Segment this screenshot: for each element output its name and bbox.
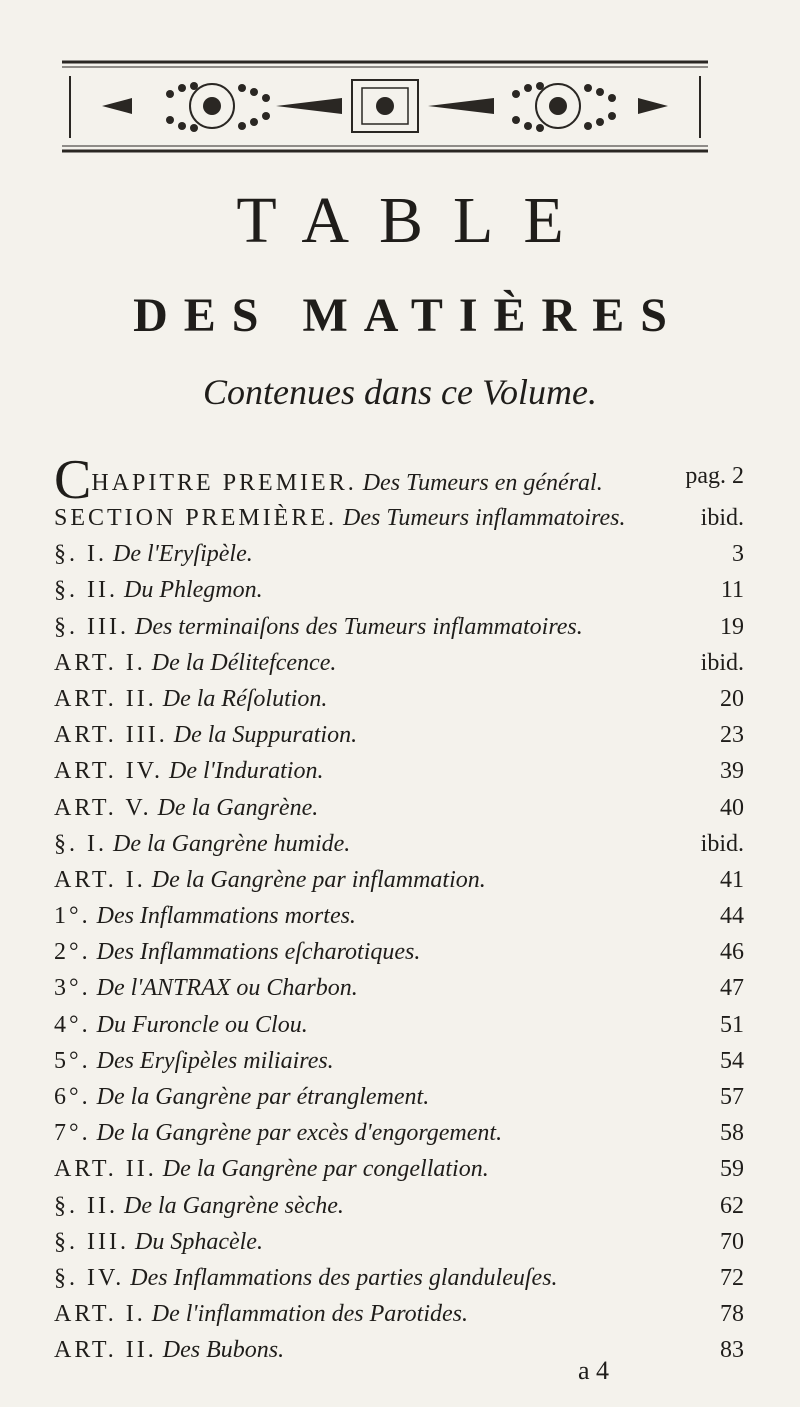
toc-entry — [54, 717, 744, 753]
toc-entry-label: ART. V. — [54, 794, 152, 821]
toc-entry-page: ibid. — [700, 649, 744, 676]
toc-entry-text: De la Réſolution. — [162, 685, 328, 712]
toc-entry-page: 78 — [720, 1301, 744, 1328]
toc-entry-label: 5°. — [54, 1047, 91, 1074]
toc-entry-label: ART. I. — [54, 866, 146, 893]
toc-entry — [54, 449, 744, 511]
toc-entry-text: De la Gangrène sèche. — [123, 1192, 344, 1219]
toc-entry-label: 2°. — [54, 939, 91, 966]
toc-entry-page: 11 — [720, 577, 744, 604]
toc-entry-label: §. II. — [54, 577, 118, 604]
toc-entry-page: 70 — [720, 1228, 744, 1255]
toc-entry-page: 57 — [720, 1084, 744, 1110]
toc-entry-text: De l'Eryſipèle. — [113, 541, 253, 568]
toc-entry-text: De la Suppuration. — [173, 722, 358, 749]
toc-entry — [54, 1151, 744, 1187]
toc-entry-label: 3°. — [54, 975, 91, 1002]
toc-entry-text: De l'inflammation des Parotides. — [151, 1301, 468, 1328]
toc-entry-text: Des Inflammations eſcharotiques. — [96, 939, 421, 966]
decorative-fleuron-band-icon — [62, 58, 708, 154]
toc-entry — [54, 898, 744, 934]
toc-entry-text: De l'Induration. — [169, 758, 324, 785]
page-subtitle: DES MATIÈRES — [133, 289, 683, 342]
toc-entry-page: 59 — [720, 1156, 744, 1183]
signature-mark: a 4 — [578, 1356, 610, 1385]
toc-entry-label: 6°. — [54, 1084, 91, 1110]
toc-entry — [54, 1260, 744, 1296]
toc-entry — [54, 1043, 744, 1079]
toc-entry-label: §. IV. — [54, 1264, 125, 1291]
toc-entry-text: Du Phlegmon. — [123, 577, 263, 604]
toc-entry-text: Des Tumeurs inflammatoires. — [343, 505, 626, 531]
toc-entry-text: De la Gangrène humide. — [113, 830, 351, 857]
toc-entry-text: De la Gangrène par congellation. — [162, 1156, 489, 1183]
toc-entry-label: §. III. — [54, 613, 129, 640]
toc-entry — [54, 500, 744, 536]
toc-entry-page: 47 — [720, 975, 744, 1002]
toc-entry-text: Du Sphacèle. — [134, 1228, 263, 1255]
toc-entry-label: ART. II. — [54, 685, 157, 712]
toc-entry-page: 46 — [720, 939, 744, 966]
toc-entry-page: pag. 2 — [685, 463, 744, 489]
toc-entry-page: 83 — [720, 1337, 744, 1364]
toc-entry-text: De la Délitefcence. — [151, 649, 337, 676]
toc-entry-page: 41 — [720, 866, 744, 893]
toc-entry — [54, 790, 744, 826]
toc-entry-label: HAPITRE PREMIER. — [91, 470, 357, 496]
toc-entry-page: 39 — [720, 758, 744, 785]
toc-entry-text: Des terminaiſons des Tumeurs inflammatoires. — [134, 613, 583, 640]
toc-entry-page: 23 — [720, 722, 744, 749]
toc-entry — [54, 645, 744, 681]
toc-entry-page: 3 — [732, 541, 744, 568]
toc-entry — [54, 1224, 744, 1260]
toc-entry-label: ART. IV. — [54, 758, 164, 785]
toc-entry-label: 7°. — [54, 1120, 91, 1147]
toc-entry-text: Des Bubons. — [162, 1337, 285, 1364]
toc-entry-page: 72 — [720, 1264, 744, 1291]
drop-cap: C — [54, 449, 92, 511]
toc-entry-page: 51 — [720, 1011, 744, 1038]
toc-entry-page: 19 — [720, 613, 744, 640]
toc-entry-text: De l'ANTRAX ou Charbon. — [96, 975, 358, 1002]
toc-entry — [54, 681, 744, 717]
toc-entry-page: ibid. — [700, 830, 744, 857]
toc-entry — [54, 609, 744, 645]
toc-entry-label: 4°. — [54, 1011, 91, 1038]
toc-entry — [54, 970, 744, 1006]
toc-entry-text: Du Furoncle ou Clou. — [96, 1011, 308, 1038]
table-of-contents — [54, 449, 744, 1369]
toc-entry-label: §. I. — [54, 541, 107, 568]
toc-entry-label: ART. I. — [54, 649, 146, 676]
toc-entry-text: Des Inflammations mortes. — [96, 903, 356, 930]
toc-entry-label: ART. III. — [54, 722, 168, 749]
page-caption: Contenues dans ce Volume. — [203, 372, 597, 412]
toc-entry-label: §. II. — [54, 1192, 118, 1219]
toc-entry-label: 1°. — [54, 903, 91, 930]
toc-entry — [54, 1188, 744, 1224]
toc-entry — [54, 753, 744, 789]
toc-entry-label: ART. I. — [54, 1301, 146, 1328]
toc-entry — [54, 572, 744, 608]
toc-entry — [54, 1332, 744, 1368]
toc-entry — [54, 1079, 744, 1115]
toc-entry-text: De la Gangrène par inflammation. — [151, 866, 486, 893]
toc-entry — [54, 1296, 744, 1332]
toc-entry-page: ibid. — [700, 505, 744, 531]
toc-entry — [54, 826, 744, 862]
toc-entry-text: De la Gangrène par étranglement. — [96, 1084, 430, 1110]
toc-entry-text: De la Gangrène par excès d'engorgement. — [96, 1120, 503, 1147]
toc-entry-text: Des Tumeurs en général. — [362, 470, 603, 496]
toc-entry-page: 54 — [720, 1047, 744, 1074]
toc-entry-text: De la Gangrène. — [157, 794, 319, 821]
toc-entry-page: 20 — [720, 685, 744, 712]
page-title: TABLE — [236, 184, 594, 257]
toc-entry-page: 62 — [720, 1192, 744, 1219]
toc-entry — [54, 862, 744, 898]
toc-entry — [54, 536, 744, 572]
toc-entry-label: §. I. — [54, 830, 107, 857]
toc-entry-label: ART. II. — [54, 1156, 157, 1183]
toc-entry — [54, 1007, 744, 1043]
toc-entry-page: 58 — [720, 1120, 744, 1147]
toc-entry-text: Des Eryſipèles miliaires. — [96, 1047, 334, 1074]
toc-entry — [54, 1115, 744, 1151]
toc-entry-label: ART. II. — [54, 1337, 157, 1364]
toc-entry-label: §. III. — [54, 1228, 129, 1255]
toc-entry-page: 40 — [720, 794, 744, 821]
toc-entry-label: SECTION PREMIÈRE. — [54, 505, 338, 531]
toc-entry — [54, 934, 744, 970]
toc-entry-page: 44 — [720, 903, 744, 930]
toc-entry-text: Des Inflammations des parties glanduleuſes. — [130, 1264, 558, 1291]
